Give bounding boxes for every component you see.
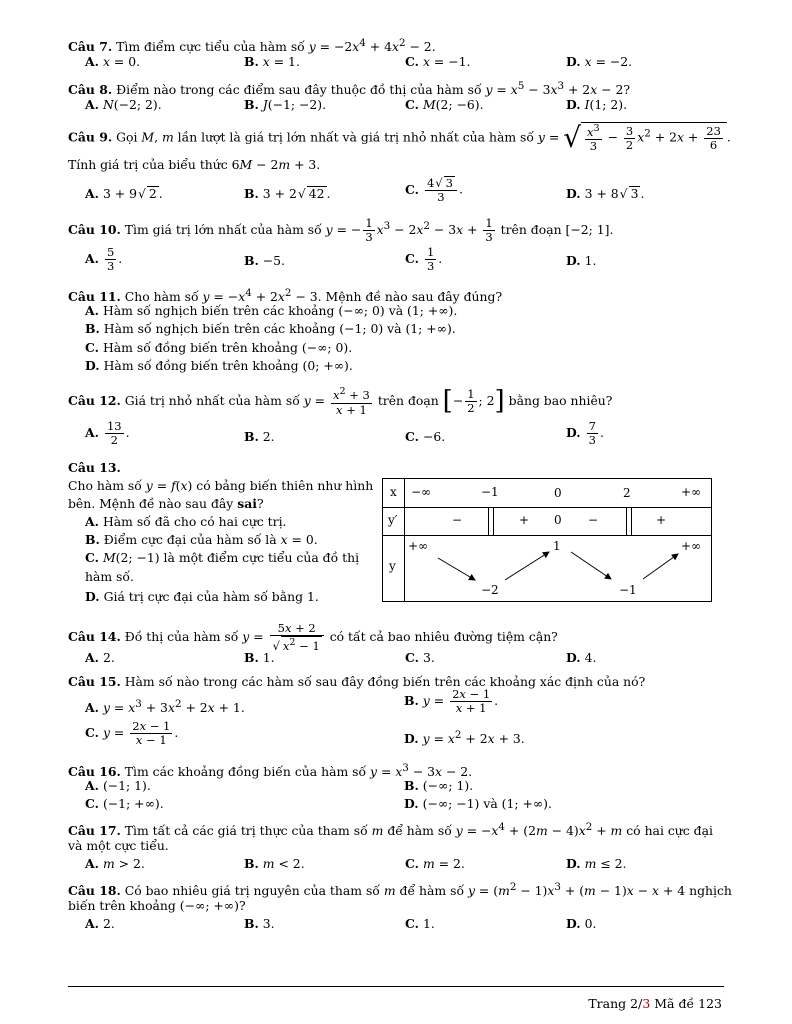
option-a[interactable]: A. 2. xyxy=(85,916,115,931)
question-16: Câu 16. Tìm các khoảng đồng biến của hàm số $y = x^3 - 3x - 2$. xyxy=(68,762,473,780)
option-d[interactable]: D. Hàm số đồng biến trên khoảng (0; +∞). xyxy=(85,358,353,373)
variation-arrows xyxy=(383,479,713,603)
option-a[interactable]: A. $\frac{5}{3}$ . xyxy=(85,245,123,274)
question-14: Câu 14. Đồ thị của hàm số y = $\frac{5x + 2}{√ x^2 - 1}$ có tất cả bao nhiêu đường tiệm cận? xyxy=(68,621,558,654)
arrow-down xyxy=(571,552,611,579)
option-b[interactable]: B. x = 1. xyxy=(244,54,300,69)
option-a[interactable]: A. Hàm số nghịch biến trên các khoảng (−∞; 0) và (1; +∞). xyxy=(85,303,458,318)
option-a[interactable]: A. Hàm số đã cho có hai cực trị. xyxy=(85,514,287,529)
option-c-cont: hàm số. xyxy=(85,569,134,584)
question-7 xyxy=(68,37,724,55)
option-a[interactable]: A. $y = x^3 + 3x^2 + 2x + 1$. xyxy=(85,698,245,716)
y-value: −2 xyxy=(481,583,499,597)
sqrt-expression: √ $\frac{x^3}{3}$ − $\frac{3}{2}$ $x^2 + 2x$ + $\frac{23}{6}$ . xyxy=(563,121,731,154)
question-9: Câu 9. Gọi M, m lần lượt là giá trị lớn nhất và giá trị nhỏ nhất của hàm số y = √ $\frac{x^3}{3}$ − $\frac{3}{2}$ $x^2 + 2x$ + $\frac{23}{6}$ . xyxy=(68,121,731,154)
question-15: Câu 15. Hàm số nào trong các hàm số sau đây đồng biến trên các khoảng xác định của nó? xyxy=(68,674,646,689)
option-d[interactable]: D. m ≤ 2. xyxy=(566,856,627,871)
question-12: Câu 12. Giá trị nhỏ nhất của hàm số y = $\frac{x^2 + 3}{x + 1}$ trên đoạn [− $\frac{1}{2}$ ; 2] bằng bao nhiêu? xyxy=(68,386,613,417)
y-value: +∞ xyxy=(681,539,702,553)
y-value: 1 xyxy=(553,539,561,553)
option-c[interactable]: C. Hàm số đồng biến trên khoảng (−∞; 0). xyxy=(85,340,353,355)
option-b[interactable]: B. m < 2. xyxy=(244,856,305,871)
option-c[interactable]: C. M(2; −1) là một điểm cực tiểu của đồ thị xyxy=(85,550,360,565)
x-value: −∞ xyxy=(411,485,432,499)
option-d[interactable]: D. I(1; 2). xyxy=(566,97,628,112)
option-b[interactable]: B. 1. xyxy=(244,650,275,665)
question-13-label: Câu 13. xyxy=(68,460,121,475)
question-17-line2: và một cực tiểu. xyxy=(68,838,169,853)
option-b[interactable]: B. 3. xyxy=(244,916,275,931)
option-c[interactable]: C. M(2; −6). xyxy=(405,97,484,112)
option-b[interactable]: B. Điểm cực đại của hàm số là x = 0. xyxy=(85,532,318,547)
question-10: Câu 10. Tìm giá trị lớn nhất của hàm số y = − $\frac{1}{3}$ $x^3 - 2x^2 - 3x$ + $\frac{1}{3}$ trên đoạn [−2; 1]. xyxy=(68,216,614,245)
sign: 0 xyxy=(554,513,562,527)
x-label: x xyxy=(390,485,397,499)
option-c[interactable]: C. 1. xyxy=(405,916,435,931)
option-a[interactable]: A. $\frac{13}{2}$ . xyxy=(85,419,130,448)
question-label: Câu 7. xyxy=(68,39,113,55)
question-11: Câu 11. Cho hàm số $y = -x^4 + 2x^2 - 3$. Mệnh đề nào sau đây đúng? xyxy=(68,287,503,305)
sign: + xyxy=(656,513,667,527)
option-a[interactable]: A. x = 0. xyxy=(85,54,141,69)
sign: − xyxy=(452,513,463,527)
y-value: +∞ xyxy=(408,539,429,553)
option-a[interactable]: A. 2. xyxy=(85,650,115,665)
option-b[interactable]: B. (−∞; 1). xyxy=(404,778,474,793)
option-d[interactable]: D. 3 + 8√ 3 . xyxy=(566,186,645,201)
option-c[interactable]: C. $\frac{4√ 3}{3}$ . xyxy=(405,176,463,205)
question-17: Câu 17. Tìm tất cả các giá trị thực của tham số m để hàm số $y = -x^4 + (2m - 4)x^2 + m$ có hai cực đại xyxy=(68,821,713,839)
x-value: −1 xyxy=(481,485,499,499)
option-d[interactable]: D. 4. xyxy=(566,650,597,665)
y-value: −1 xyxy=(619,583,637,597)
option-c[interactable]: C. (−1; +∞). xyxy=(85,796,164,811)
option-a[interactable]: A. N(−2; 2). xyxy=(85,97,162,112)
option-c[interactable]: C. x = −1. xyxy=(405,54,471,69)
sign: + xyxy=(519,513,530,527)
y-label: y xyxy=(389,559,396,573)
option-b[interactable]: B. 2. xyxy=(244,429,275,444)
option-d[interactable]: D. Giá trị cực đại của hàm số bằng 1. xyxy=(85,589,319,604)
option-d[interactable]: D. 1. xyxy=(566,253,597,268)
dy-label: y′ xyxy=(388,513,398,527)
option-a[interactable]: A. m > 2. xyxy=(85,856,145,871)
arrow-down xyxy=(438,558,475,580)
option-c[interactable]: C. $\frac{1}{3}$ . xyxy=(405,245,443,274)
x-value: 0 xyxy=(554,486,562,500)
option-b[interactable]: B. y = $\frac{2x - 1}{x + 1}$ . xyxy=(404,687,499,716)
option-d[interactable]: D. 0. xyxy=(566,916,597,931)
option-d[interactable]: D. $\frac{7}{3}$ . xyxy=(566,419,604,448)
option-d[interactable]: D. x = −2. xyxy=(566,54,633,69)
option-c[interactable]: C. m = 2. xyxy=(405,856,465,871)
option-c[interactable]: C. −6. xyxy=(405,429,446,444)
option-c[interactable]: C. y = $\frac{2x - 1}{x - 1}$ . xyxy=(85,719,179,748)
option-d[interactable]: D. (−∞; −1) và (1; +∞). xyxy=(404,796,552,811)
x-value: +∞ xyxy=(681,485,702,499)
variation-table xyxy=(382,478,712,602)
option-b[interactable]: B. −5. xyxy=(244,253,286,268)
arrow-up xyxy=(643,554,678,579)
page-footer: Trang 2/3 Mã đề 123 xyxy=(588,996,722,1011)
footer-divider xyxy=(68,986,724,987)
x-value: 2 xyxy=(623,486,631,500)
question-9-line2: Tính giá trị của biểu thức 6M − 2m + 3. xyxy=(68,157,321,172)
option-c[interactable]: C. 3. xyxy=(405,650,435,665)
question-8: Câu 8. Điểm nào trong các điểm sau đây thuộc đồ thị của hàm số $y = x^5 - 3x^3 + 2x - 2$? xyxy=(68,80,630,98)
total-pages: 3 xyxy=(642,996,651,1011)
question-13-text2: bên. Mệnh đề nào sau đây sai? xyxy=(68,496,264,511)
question-text: Tìm điểm cực tiểu của hàm số $y = -2x^4 + 4x^2 - 2$. xyxy=(116,37,436,55)
option-b[interactable]: B. J(−1; −2). xyxy=(244,97,327,112)
sign: − xyxy=(588,513,599,527)
option-b[interactable]: B. 3 + 2√ 42 . xyxy=(244,186,331,201)
option-a[interactable]: A. (−1; 1). xyxy=(85,778,151,793)
option-d[interactable]: D. $y = x^2 + 2x + 3$. xyxy=(404,729,525,747)
question-13-text: Cho hàm số y = f(x) có bảng biến thiên như hình xyxy=(68,478,374,493)
question-18-line2: biến trên khoảng (−∞; +∞)? xyxy=(68,898,246,913)
option-a[interactable]: A. 3 + 9√ 2 . xyxy=(85,186,163,201)
question-18: Câu 18. Có bao nhiêu giá trị nguyên của tham số m để hàm số $y = (m^2 - 1)x^3 + (m - 1)x - x + 4$ nghịch xyxy=(68,881,732,899)
option-b[interactable]: B. Hàm số nghịch biến trên các khoảng (−1; 0) và (1; +∞). xyxy=(85,321,456,336)
arrow-up xyxy=(505,552,549,580)
